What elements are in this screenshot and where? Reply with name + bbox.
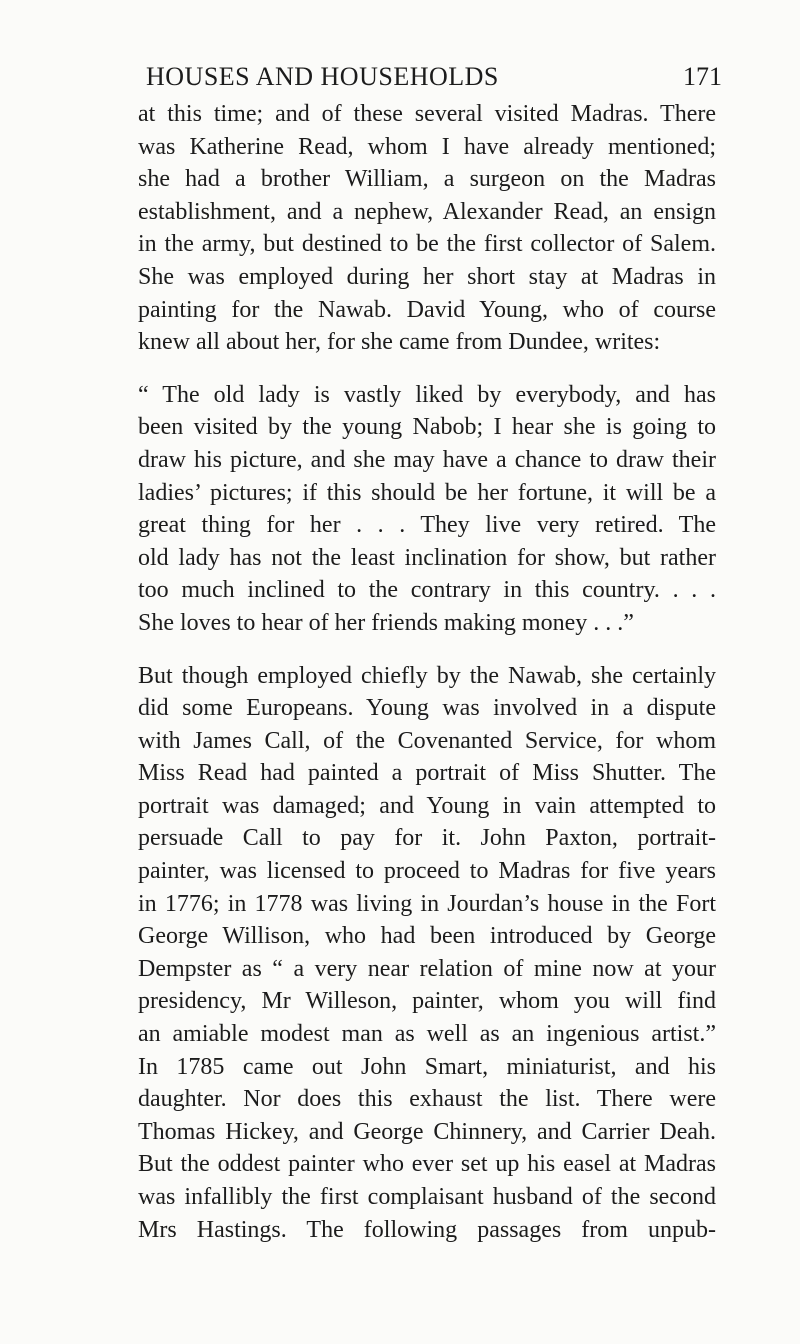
quote-line: too much inclined to the contrary in this country. . . . <box>138 577 716 604</box>
text-line: with James Call, of the Covenanted Service, for whom <box>138 727 716 754</box>
text-line: George Willison, who had been introduced by George <box>138 923 716 950</box>
text-line: portrait was damaged; and Young in vain attempted to <box>138 792 716 819</box>
page-number: 171 <box>683 62 722 91</box>
text-line: presidency, Mr Willeson, painter, whom you will find <box>138 988 716 1015</box>
text-line: knew all about her, for she came from Dundee, writes: <box>138 329 661 356</box>
text-line: did some Europeans. Young was involved in a dispute <box>138 695 716 722</box>
text-line: But the oddest painter who ever set up his easel at Madras <box>138 1151 716 1178</box>
text-line: daughter. Nor does this exhaust the list. There were <box>138 1086 716 1113</box>
text-line: establishment, and a nephew, Alexander Read, an ensign <box>138 198 716 225</box>
paragraph-gap <box>138 359 716 379</box>
text-line: Miss Read had painted a portrait of Miss Shutter. The <box>138 760 716 787</box>
book-page <box>138 62 722 1246</box>
paragraph-2 <box>138 660 716 1247</box>
quote-line: great thing for her . . . They live very retired. The <box>138 512 716 539</box>
text-line: Mrs Hastings. The following passages from unpub- <box>138 1216 716 1243</box>
text-line: She was employed during her short stay at Madras in <box>138 263 716 290</box>
quote-line: “ The old lady is vastly liked by everybody, and has <box>138 381 716 408</box>
text-line: an amiable modest man as well as an ingenious artist.” <box>138 1021 716 1048</box>
quote-line: old lady has not the least inclination for show, but rather <box>138 544 716 571</box>
text-line: was Katherine Read, whom I have already mentioned; <box>138 133 716 160</box>
text-line: she had a brother William, a surgeon on the Madras <box>138 166 716 193</box>
quote-line: She loves to hear of her friends making money . . .” <box>138 609 634 636</box>
text-line: Dempster as “ a very near relation of mine now at your <box>138 955 716 982</box>
quote-line: draw his picture, and she may have a chance to draw their <box>138 446 716 473</box>
page-header <box>138 62 722 92</box>
quote-line: been visited by the young Nabob; I hear she is going to <box>138 414 716 441</box>
text-line: in 1776; in 1778 was living in Jourdan’s house in the Fort <box>138 890 716 917</box>
text-line: But though employed chiefly by the Nawab, she certainly <box>138 662 716 689</box>
paragraph-1 <box>138 98 716 359</box>
text-line: painter, was licensed to proceed to Madras for five years <box>138 858 716 885</box>
block-quote <box>138 379 716 640</box>
text-line: in the army, but destined to be the first collector of Salem. <box>138 231 716 258</box>
text-line: painting for the Nawab. David Young, who of course <box>138 296 716 323</box>
paragraph-gap <box>138 640 716 660</box>
quote-line: ladies’ pictures; if this should be her fortune, it will be a <box>138 479 716 506</box>
text-line: at this time; and of these several visited Madras. There <box>138 101 716 127</box>
text-line: persuade Call to pay for it. John Paxton, portrait- <box>138 825 716 852</box>
text-line: In 1785 came out John Smart, miniaturist, and his <box>138 1053 716 1080</box>
text-line: Thomas Hickey, and George Chinnery, and Carrier Deah. <box>138 1118 716 1145</box>
running-head: HOUSES AND HOUSEHOLDS <box>146 62 499 91</box>
text-line: was infallibly the first complaisant husband of the second <box>138 1184 716 1210</box>
